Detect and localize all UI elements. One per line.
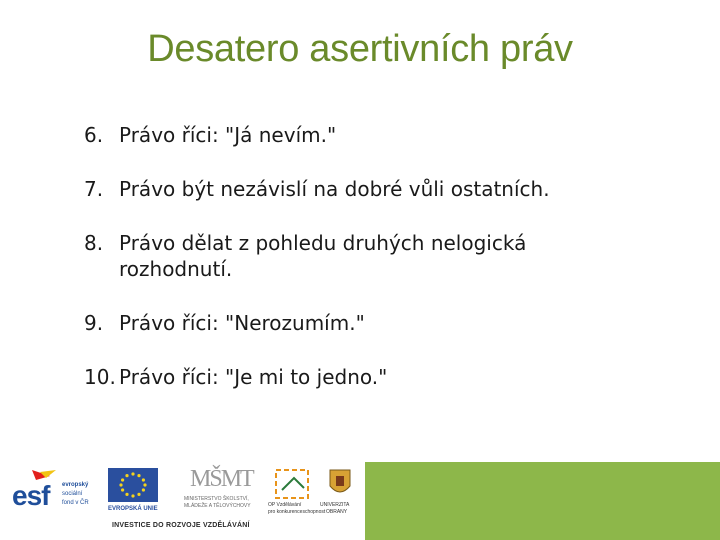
msmt-line1: MINISTERSTVO ŠKOLSTVÍ, xyxy=(184,496,249,502)
university-logo xyxy=(320,468,360,520)
eu-logo xyxy=(106,468,160,518)
list-item xyxy=(84,310,644,336)
item-number: 10. xyxy=(84,365,116,389)
item-text: Právo dělat z pohledu druhých nelogická rozhodnutí. xyxy=(119,231,527,281)
item-text: Právo říci: "Nerozumím." xyxy=(119,311,365,335)
esf-line2: sociální xyxy=(62,491,83,497)
uni-line2: OBRANY xyxy=(326,509,348,515)
list-item xyxy=(84,364,644,390)
footer-logo-bar xyxy=(0,462,720,540)
esf-logo xyxy=(10,468,102,518)
msmt-logo xyxy=(178,466,266,520)
university-crest-icon xyxy=(320,468,360,500)
item-text: Právo říci: "Já nevím." xyxy=(119,123,337,147)
esf-line3: fond v ČR xyxy=(62,500,89,506)
op-logo xyxy=(268,468,324,520)
slide-title: Desatero asertivních práv xyxy=(147,28,573,70)
list-item xyxy=(84,122,644,148)
item-text: Právo říci: "Je mi to jedno." xyxy=(119,365,388,389)
op-line2: pro konkurenceschopnost xyxy=(268,509,326,515)
item-number: 7. xyxy=(84,177,104,201)
rights-list xyxy=(84,122,644,418)
uni-line1: UNIVERZITA xyxy=(320,502,350,508)
green-accent-block xyxy=(365,462,720,540)
op-vzdelavani-icon xyxy=(268,468,324,502)
item-number: 9. xyxy=(84,311,104,335)
item-text: Právo být nezávislí na dobré vůli ostatních. xyxy=(119,177,550,201)
list-item xyxy=(84,176,644,202)
footer-caption: INVESTICE DO ROZVOJE VZDĚLÁVÁNÍ xyxy=(112,522,250,529)
op-line1: OP Vzdělávání xyxy=(268,502,302,508)
eu-label: EVROPSKÁ UNIE xyxy=(108,506,158,512)
item-number: 6. xyxy=(84,123,104,147)
msmt-line2: MLÁDEŽE A TĚLOVÝCHOVY xyxy=(184,503,251,509)
esf-mark: esf xyxy=(12,480,50,511)
eu-flag-icon xyxy=(106,468,160,508)
item-number: 8. xyxy=(84,231,104,255)
list-item xyxy=(84,230,644,282)
esf-line1: evropský xyxy=(62,482,89,488)
msmt-mark: MŠMT xyxy=(190,466,253,492)
